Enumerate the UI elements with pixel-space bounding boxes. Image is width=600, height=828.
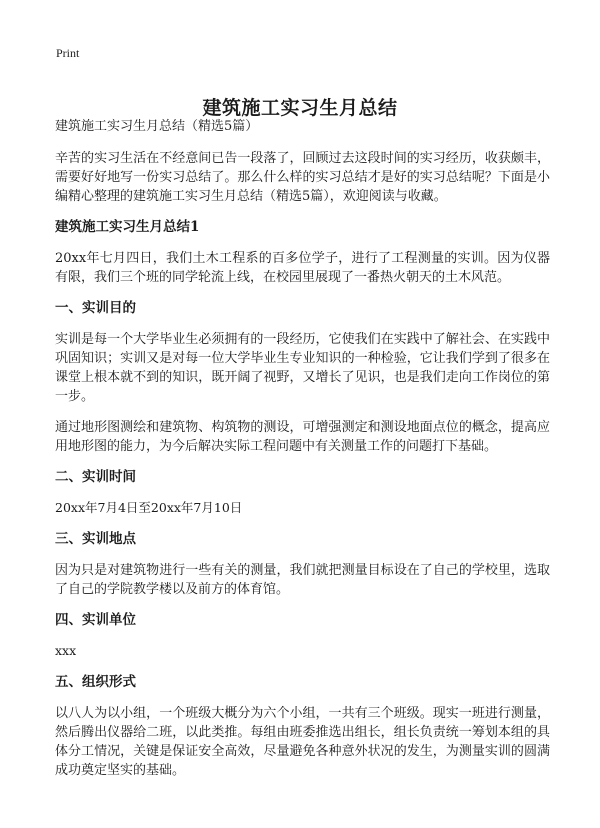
heading-unit: 四、实训单位 xyxy=(55,612,136,628)
purpose-paragraph-2: 通过地形图测绘和建筑物、构筑物的测设，可增强测定和测设地面点位的概念，提高应用地形图的能力，为今后解决实际工程问题中有关测量工作的问题打下基础。 xyxy=(55,420,550,454)
intro-paragraph: 辛苦的实习生活在不经意间已告一段落了，回顾过去这段时间的实习经历，收获颇丰，需要好好地写一份实习总结了。那么什么样的实习总结才是好的实习总结呢？下面是小编精心整理的建筑施工实习生月总结（精选5篇），欢迎阅读与收藏。 xyxy=(55,151,550,204)
form-paragraph: 以八人为以小组，一个班级大概分为六个小组，一共有三个班级。现实一班进行测量，然后腾出仪器给二班，以此类推。每组由班委推选出组长，组长负责统一筹划本组的具体分工情况，关键是保证安全高效，尽量避免各种意外状况的发生，为测量实训的圆满成功奠定坚实的基础。 xyxy=(55,706,550,778)
section1-title: 建筑施工实习生月总结1 xyxy=(55,219,200,235)
page-title: 建筑施工实习生月总结 xyxy=(202,96,398,119)
time-text: 20xx年7月4日至20xx年7月10日 xyxy=(55,500,243,515)
heading-form: 五、组织形式 xyxy=(55,674,136,690)
heading-purpose: 一、实训目的 xyxy=(55,300,136,316)
subtitle: 建筑施工实习生月总结（精选5篇） xyxy=(55,119,259,134)
heading-time: 二、实训时间 xyxy=(55,469,136,485)
heading-place: 三、实训地点 xyxy=(55,531,136,547)
section1-paragraph: 20xx年七月四日，我们土木工程系的百多位学子，进行了工程测量的实训。因为仪器有限，我们三个班的同学轮流上线，在校园里展现了一番热火朝天的土木风范。 xyxy=(55,251,550,285)
place-paragraph: 因为只是对建筑物进行一些有关的测量，我们就把测量目标设在了自己的学校里，选取了自己的学院教学楼以及前方的体育馆。 xyxy=(55,563,550,597)
article-body xyxy=(55,118,550,792)
print-label[interactable]: Print xyxy=(56,46,80,60)
purpose-paragraph-1: 实训是每一个大学毕业生必须拥有的一段经历，它使我们在实践中了解社会、在实践中巩固知识；实训又是对每一位大学毕业生专业知识的一种检验，它让我们学到了很多在课堂上根本就不到的知识，既开阔了视野，又增长了见识，也是我们走向工作岗位的第一步。 xyxy=(55,332,550,404)
unit-text: xxx xyxy=(55,643,77,658)
